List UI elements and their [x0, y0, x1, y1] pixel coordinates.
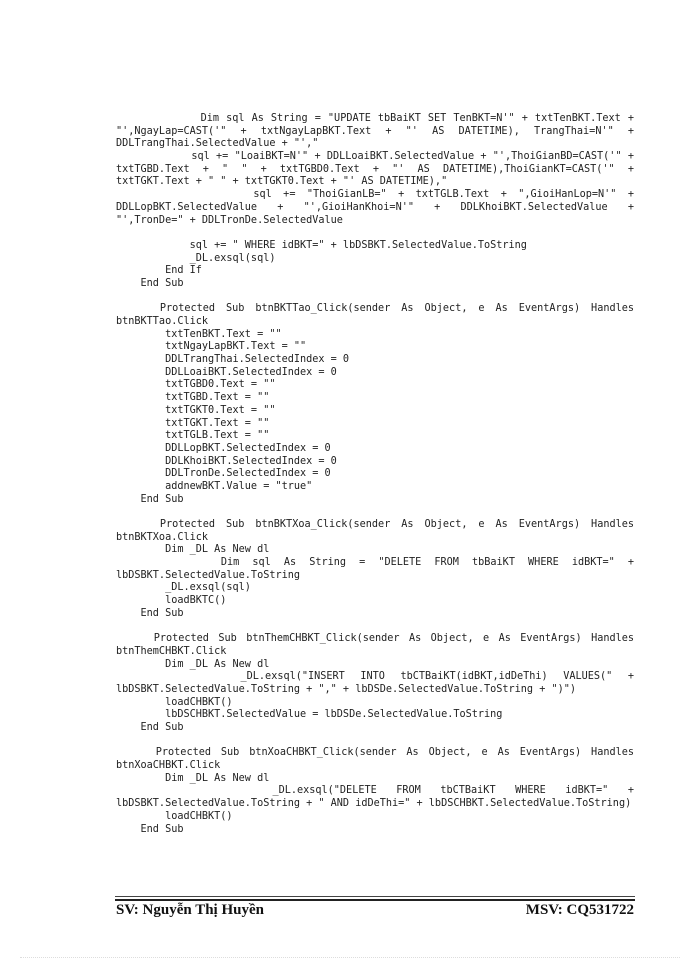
code-line: Protected Sub btnBKTTao_Click(sender As Object, e As EventArgs) Handles [116, 303, 634, 315]
code-line: txtTGBD.Text + " " + txtTGBD0.Text + "' AS DATETIME),ThoiGianKT=CAST('" + [116, 163, 634, 175]
code-line: sql += "ThoiGianLB=" + txtTGLB.Text + ",GioiHanLop=N'" + [116, 189, 634, 201]
code-line: btnBKTXoa.Click [116, 531, 209, 543]
code-line: End Sub [116, 607, 184, 619]
page-bottom-edge [20, 957, 680, 958]
code-line: sql += " WHERE idBKT=" + lbDSBKT.SelectedValue.ToString [116, 239, 527, 251]
footer-divider-thick [115, 899, 635, 901]
code-line: _DL.exsql("INSERT INTO tbCTBaiKT(idBKT,idDeThi) VALUES(" + [116, 671, 634, 683]
code-line: "',TronDe=" + DDLTronDe.SelectedValue [116, 214, 343, 226]
code-line: txtNgayLapBKT.Text = "" [116, 341, 307, 353]
code-line: btnBKTTao.Click [116, 316, 209, 327]
code-line: DDLTrangThai.SelectedValue + "'," [116, 138, 319, 150]
page-footer [116, 902, 634, 919]
code-line: Dim sql As String = "DELETE FROM tbBaiKT WHERE idBKT=" + [116, 557, 634, 569]
blank-line [116, 506, 634, 519]
code-line: DDLLopBKT.SelectedValue + "',GioiHanKhoi=N'" + DDLKhoiBKT.SelectedValue + [116, 201, 634, 213]
blank-line [116, 621, 634, 634]
code-line: txtTGKT.Text = "" [116, 417, 270, 429]
code-line: loadBKTC() [116, 595, 227, 607]
code-line: lbDSBKT.SelectedValue.ToString + " AND idDeThi=" + lbDSCHBKT.SelectedValue.ToString) [116, 798, 632, 810]
code-line: txtTGKT0.Text = "" [116, 404, 276, 416]
code-line: DDLKhoiBKT.SelectedIndex = 0 [116, 455, 337, 467]
footer-divider-thin [115, 896, 635, 897]
code-line: btnThemCHBKT.Click [116, 645, 227, 657]
code-line: Protected Sub btnBKTXoa_Click(sender As Object, e As EventArgs) Handles [116, 519, 634, 530]
code-line: End Sub [116, 722, 184, 733]
code-line: txtTGKT.Text + " " + txtTGKT0.Text + "' AS DATETIME)," [116, 176, 448, 188]
code-line: End Sub [116, 493, 184, 505]
code-line: Protected Sub btnThemCHBKT_Click(sender As Object, e As EventArgs) Handles [116, 633, 634, 645]
code-line: txtTGBD0.Text = "" [116, 379, 276, 391]
code-line: txtTGBD.Text = "" [116, 392, 270, 404]
code-line: End Sub [116, 277, 184, 289]
code-line: btnXoaCHBKT.Click [116, 760, 221, 772]
blank-line [116, 227, 634, 240]
code-line: Dim _DL As New dl [116, 544, 270, 556]
code-line: End If [116, 265, 202, 277]
code-line: "',NgayLap=CAST('" + txtNgayLapBKT.Text + "' AS DATETIME), TrangThai=N'" + [116, 125, 634, 137]
code-line: lbDSBKT.SelectedValue.ToString [116, 569, 301, 581]
code-line: txtTGLB.Text = "" [116, 430, 270, 442]
code-line: DDLLopBKT.SelectedIndex = 0 [116, 442, 331, 454]
code-line: _DL.exsql(sql) [116, 252, 276, 264]
code-line: DDLTronDe.SelectedIndex = 0 [116, 468, 331, 480]
code-line: _DL.exsql("DELETE FROM tbCTBaiKT WHERE idBKT=" + [116, 785, 634, 797]
blank-line [116, 291, 634, 304]
code-line: End Sub [116, 823, 184, 835]
code-line: sql += "LoaiBKT=N'" + DDLLoaiBKT.SelectedValue + "',ThoiGianBD=CAST('" + [116, 151, 634, 163]
student-name: SV: Nguyễn Thị Huyền [116, 902, 264, 918]
code-line: DDLTrangThai.SelectedIndex = 0 [116, 354, 350, 366]
code-line: Protected Sub btnXoaCHBKT_Click(sender As Object, e As EventArgs) Handles [116, 747, 634, 759]
code-line: lbDSCHBKT.SelectedValue = lbDSDe.SelectedValue.ToString [116, 709, 503, 721]
code-line: Dim sql As String = "UPDATE tbBaiKT SET TenBKT=N'" + txtTenBKT.Text + [116, 113, 634, 124]
blank-line [116, 735, 634, 748]
code-line: _DL.exsql(sql) [116, 582, 251, 594]
code-line: loadCHBKT() [116, 696, 233, 708]
code-line: addnewBKT.Value = "true" [116, 480, 313, 492]
student-id: MSV: CQ531722 [525, 902, 634, 918]
code-listing [116, 113, 634, 836]
code-line: Dim _DL As New dl [116, 772, 270, 784]
code-line: txtTenBKT.Text = "" [116, 328, 282, 340]
code-line: lbDSBKT.SelectedValue.ToString + "," + lbDSDe.SelectedValue.ToString + ")") [116, 683, 577, 695]
code-line: loadCHBKT() [116, 810, 233, 822]
code-line: DDLLoaiBKT.SelectedIndex = 0 [116, 366, 337, 378]
code-line: Dim _DL As New dl [116, 658, 270, 670]
